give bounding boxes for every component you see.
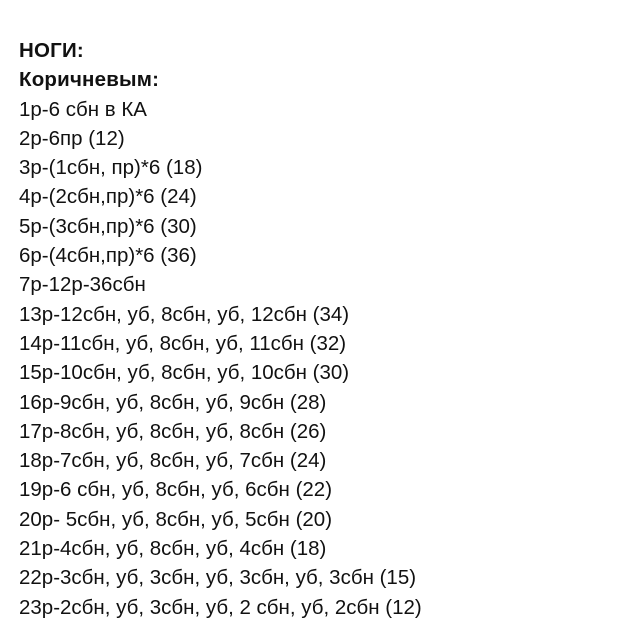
- row-instruction: 22р-3сбн, уб, 3сбн, уб, 3сбн, уб, 3сбн (15): [19, 566, 417, 590]
- row-instruction: 13р-12сбн, уб, 8сбн, уб, 12сбн (34): [19, 302, 350, 326]
- row-instruction: 2р-6пр (12): [19, 126, 125, 150]
- row-instruction: 15р-10сбн, уб, 8сбн, уб, 10сбн (30): [19, 361, 350, 385]
- row-instruction: 5р-(3сбн,пр)*6 (30): [19, 214, 197, 238]
- row-instruction: 16р-9сбн, уб, 8сбн, уб, 9сбн (28): [19, 390, 327, 414]
- document-body: [19, 36, 629, 622]
- row-instruction: 23р-2сбн, уб, 3сбн, уб, 2 сбн, уб, 2сбн (12): [19, 595, 422, 619]
- color-label: Коричневым:: [19, 68, 160, 92]
- section-title: НОГИ:: [19, 39, 84, 62]
- row-instruction: 21р-4сбн, уб, 8сбн, уб, 4сбн (18): [19, 537, 327, 561]
- row-instruction: 17р-8сбн, уб, 8сбн, уб, 8сбн (26): [19, 419, 327, 443]
- row-instruction: 19р-6 сбн, уб, 8сбн, уб, 6сбн (22): [19, 478, 333, 502]
- row-instruction: 3р-(1сбн, пр)*6 (18): [19, 156, 203, 180]
- row-instruction: 6р-(4сбн,пр)*6 (36): [19, 244, 197, 268]
- row-instruction: 7р-12р-36сбн: [19, 273, 146, 297]
- row-instruction: 18р-7сбн, уб, 8сбн, уб, 7сбн (24): [19, 449, 327, 473]
- row-instruction: 1р-6 сбн в КА: [19, 97, 147, 121]
- row-instruction: 20р- 5сбн, уб, 8сбн, уб, 5сбн (20): [19, 507, 333, 531]
- row-instruction: 14р-11сбн, уб, 8сбн, уб, 11сбн (32): [19, 331, 347, 355]
- row-instruction: 4р-(2сбн,пр)*6 (24): [19, 185, 197, 209]
